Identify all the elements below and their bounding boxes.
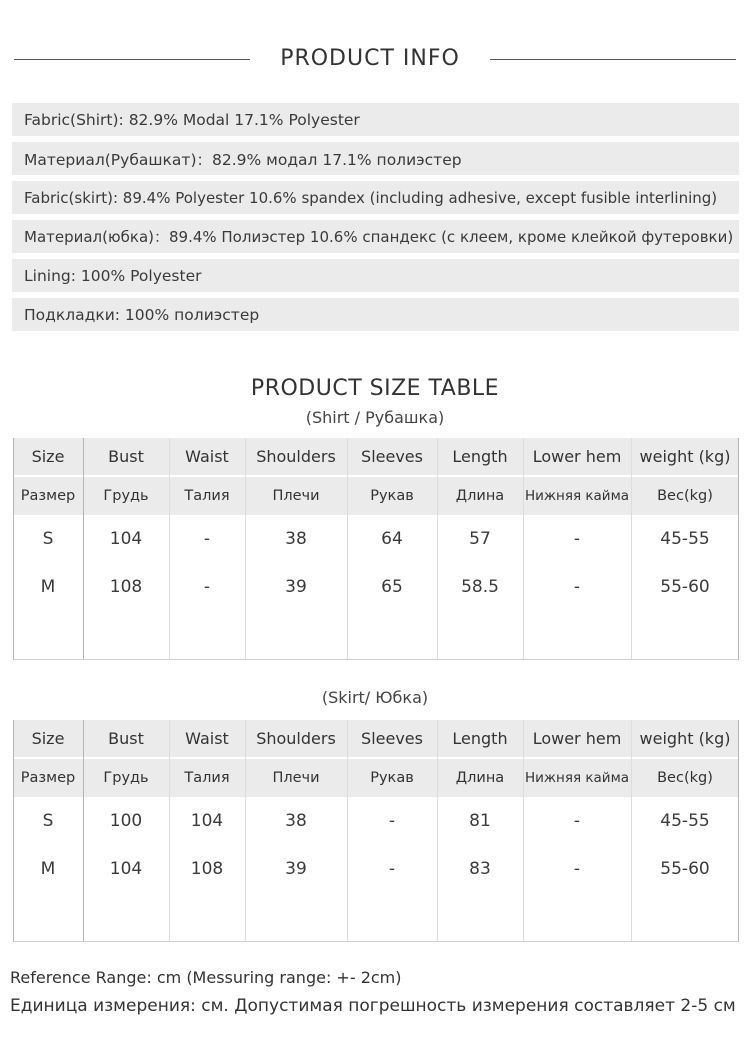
col-size-ru: Размер (20, 488, 76, 504)
shirt-caption: (Shirt / Рубашка) (305, 408, 445, 427)
col-waist: Waist (185, 447, 229, 466)
cell-size: M (40, 577, 56, 597)
cell-sleeves: - (388, 811, 396, 831)
col-waist-ru: Талия (184, 770, 230, 786)
cell-bust: 104 (109, 529, 143, 549)
cell-sleeves: - (388, 859, 396, 879)
col-shoulders: Shoulders (256, 447, 336, 466)
info-row-lining-ru: Подкладки: 100% полиэстер (12, 298, 739, 331)
col-sleeves: Sleeves (361, 729, 423, 748)
info-row-fabric-skirt-ru: Материал(юбка)：89.4% Полиэстер 10.6% спандекс (с клеем, кроме клейкой футеровки) (12, 220, 739, 253)
col-sleeves-ru: Рукав (370, 488, 414, 504)
col-length-ru: Длина (455, 488, 505, 504)
col-lower-hem-ru: Нижняя кайма (524, 769, 630, 786)
cell-lower-hem: - (573, 529, 581, 549)
col-length: Length (452, 447, 508, 466)
cell-waist: 108 (190, 859, 224, 879)
reference-range-ru: Единица измерения: см. Допустимая погрешность измерения составляет 2-5 см (10, 996, 736, 1016)
divider-right (490, 59, 736, 60)
table-row (13, 854, 739, 884)
cell-lower-hem: - (573, 859, 581, 879)
info-row-lining-en: Lining: 100% Polyester (12, 259, 739, 292)
reference-range-en: Reference Range: cm (Messuring range: +- 2cm) (10, 968, 402, 987)
cell-shoulders: 38 (285, 529, 307, 549)
cell-length: 58.5 (461, 577, 499, 597)
col-weight-ru: Вес(kg) (657, 770, 713, 786)
col-lower-hem: Lower hem (532, 729, 622, 748)
page-title: PRODUCT INFO (280, 46, 460, 71)
col-waist-ru: Талия (184, 488, 230, 504)
cell-weight: 55-60 (660, 859, 710, 879)
info-row-fabric-shirt-ru: Материал(Рубашкат)：82.9% модал 17.1% полиэстер (12, 142, 739, 175)
col-weight: weight (kg) (639, 729, 731, 748)
table-row (13, 572, 739, 602)
info-row-fabric-shirt-en: Fabric(Shirt): 82.9% Modal 17.1% Polyester (12, 103, 739, 136)
divider-left (14, 59, 250, 60)
col-shoulders-ru: Плечи (272, 770, 320, 786)
col-waist: Waist (185, 729, 229, 748)
col-size-ru: Размер (20, 770, 76, 786)
cell-waist: - (203, 577, 211, 597)
skirt-caption: (Skirt/ Юбка) (321, 688, 429, 707)
shirt-size-table (13, 438, 739, 661)
col-size: Size (31, 729, 65, 748)
product-info-header (0, 44, 750, 76)
cell-sleeves: 64 (381, 529, 403, 549)
col-shoulders-ru: Плечи (272, 488, 320, 504)
table-row (13, 524, 739, 554)
table-row (13, 806, 739, 836)
cell-size: S (42, 529, 54, 549)
cell-waist: - (203, 529, 211, 549)
cell-weight: 45-55 (660, 529, 710, 549)
cell-size: S (42, 811, 54, 831)
cell-size: M (40, 859, 56, 879)
cell-shoulders: 39 (285, 859, 307, 879)
cell-weight: 55-60 (660, 577, 710, 597)
cell-length: 57 (469, 529, 491, 549)
col-weight: weight (kg) (639, 447, 731, 466)
cell-bust: 108 (109, 577, 143, 597)
col-length: Length (452, 729, 508, 748)
header-row-ru (13, 477, 739, 515)
col-size: Size (31, 447, 65, 466)
col-bust-ru: Грудь (103, 488, 149, 504)
cell-bust: 104 (109, 859, 143, 879)
cell-length: 83 (469, 859, 491, 879)
cell-lower-hem: - (573, 577, 581, 597)
product-info-list (12, 103, 739, 337)
col-length-ru: Длина (455, 770, 505, 786)
cell-weight: 45-55 (660, 811, 710, 831)
col-bust: Bust (108, 447, 144, 466)
skirt-size-table (13, 720, 739, 943)
col-sleeves-ru: Рукав (370, 770, 414, 786)
cell-lower-hem: - (573, 811, 581, 831)
col-weight-ru: Вес(kg) (657, 488, 713, 504)
info-row-fabric-skirt-en: Fabric(skirt): 89.4% Polyester 10.6% spandex (including adhesive, except fusible interlining) (12, 181, 739, 214)
col-bust: Bust (108, 729, 144, 748)
col-shoulders: Shoulders (256, 729, 336, 748)
col-lower-hem-ru: Нижняя кайма (524, 487, 630, 504)
col-lower-hem: Lower hem (532, 447, 622, 466)
header-row-ru (13, 759, 739, 797)
col-bust-ru: Грудь (103, 770, 149, 786)
cell-shoulders: 38 (285, 811, 307, 831)
cell-bust: 100 (109, 811, 143, 831)
header-row-en (13, 720, 739, 757)
cell-sleeves: 65 (381, 577, 403, 597)
cell-shoulders: 39 (285, 577, 307, 597)
size-table-title: PRODUCT SIZE TABLE (250, 376, 500, 401)
cell-length: 81 (469, 811, 491, 831)
col-sleeves: Sleeves (361, 447, 423, 466)
header-row-en (13, 438, 739, 475)
cell-waist: 104 (190, 811, 224, 831)
